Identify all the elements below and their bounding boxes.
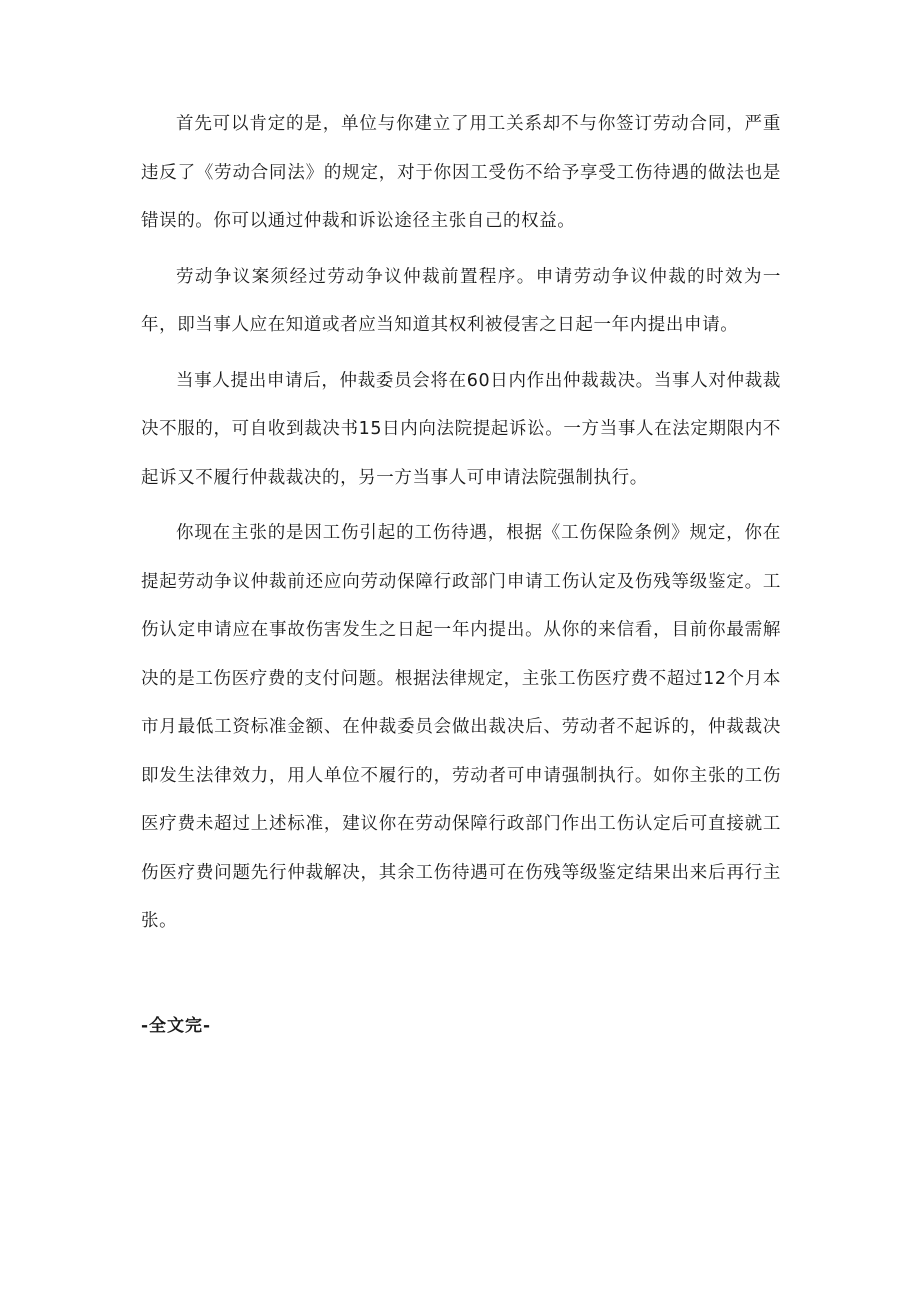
- document-body: [141, 100, 781, 953]
- paragraph-3: 当事人提出申请后，仲裁委员会将在60日内作出仲裁裁决。当事人对仲裁裁决不服的，可自收到裁决书15日内向法院提起诉讼。一方当事人在法定期限内不起诉又不履行仲裁裁决的，另一方当事人可申请法院强制执行。: [141, 370, 781, 488]
- paragraph-4: 你现在主张的是因工伤引起的工伤待遇，根据《工伤保险条例》规定，你在提起劳动争议仲裁前还应向劳动保障行政部门申请工伤认定及伤残等级鉴定。工伤认定申请应在事故伤害发生之日起一年内提出。从你的来信看，目前你最需解决的是工伤医疗费的支付问题。根据法律规定，主张工伤医疗费不超过12个月本市月最低工资标准金额、在仲裁委员会做出裁决后、劳动者不起诉的，仲裁裁决即发生法律效力，用人单位不履行的，劳动者可申请强制执行。如你主张的工伤医疗费未超过上述标准，建议你在劳动保障行政部门作出工伤认定后可直接就工伤医疗费问题先行仲裁解决，其余工伤待遇可在伤残等级鉴定结果出来后再行主张。: [141, 523, 781, 931]
- paragraph-1: 首先可以肯定的是，单位与你建立了用工关系却不与你签订劳动合同，严重违反了《劳动合同法》的规定，对于你因工受伤不给予享受工伤待遇的做法也是错误的。你可以通过仲裁和诉讼途径主张自己的权益。: [141, 114, 781, 231]
- end-of-text-mark: -全文完-: [141, 1016, 212, 1036]
- paragraph-2: 劳动争议案须经过劳动争议仲裁前置程序。申请劳动争议仲裁的时效为一年，即当事人应在知道或者应当知道其权利被侵害之日起一年内提出申请。: [141, 266, 781, 335]
